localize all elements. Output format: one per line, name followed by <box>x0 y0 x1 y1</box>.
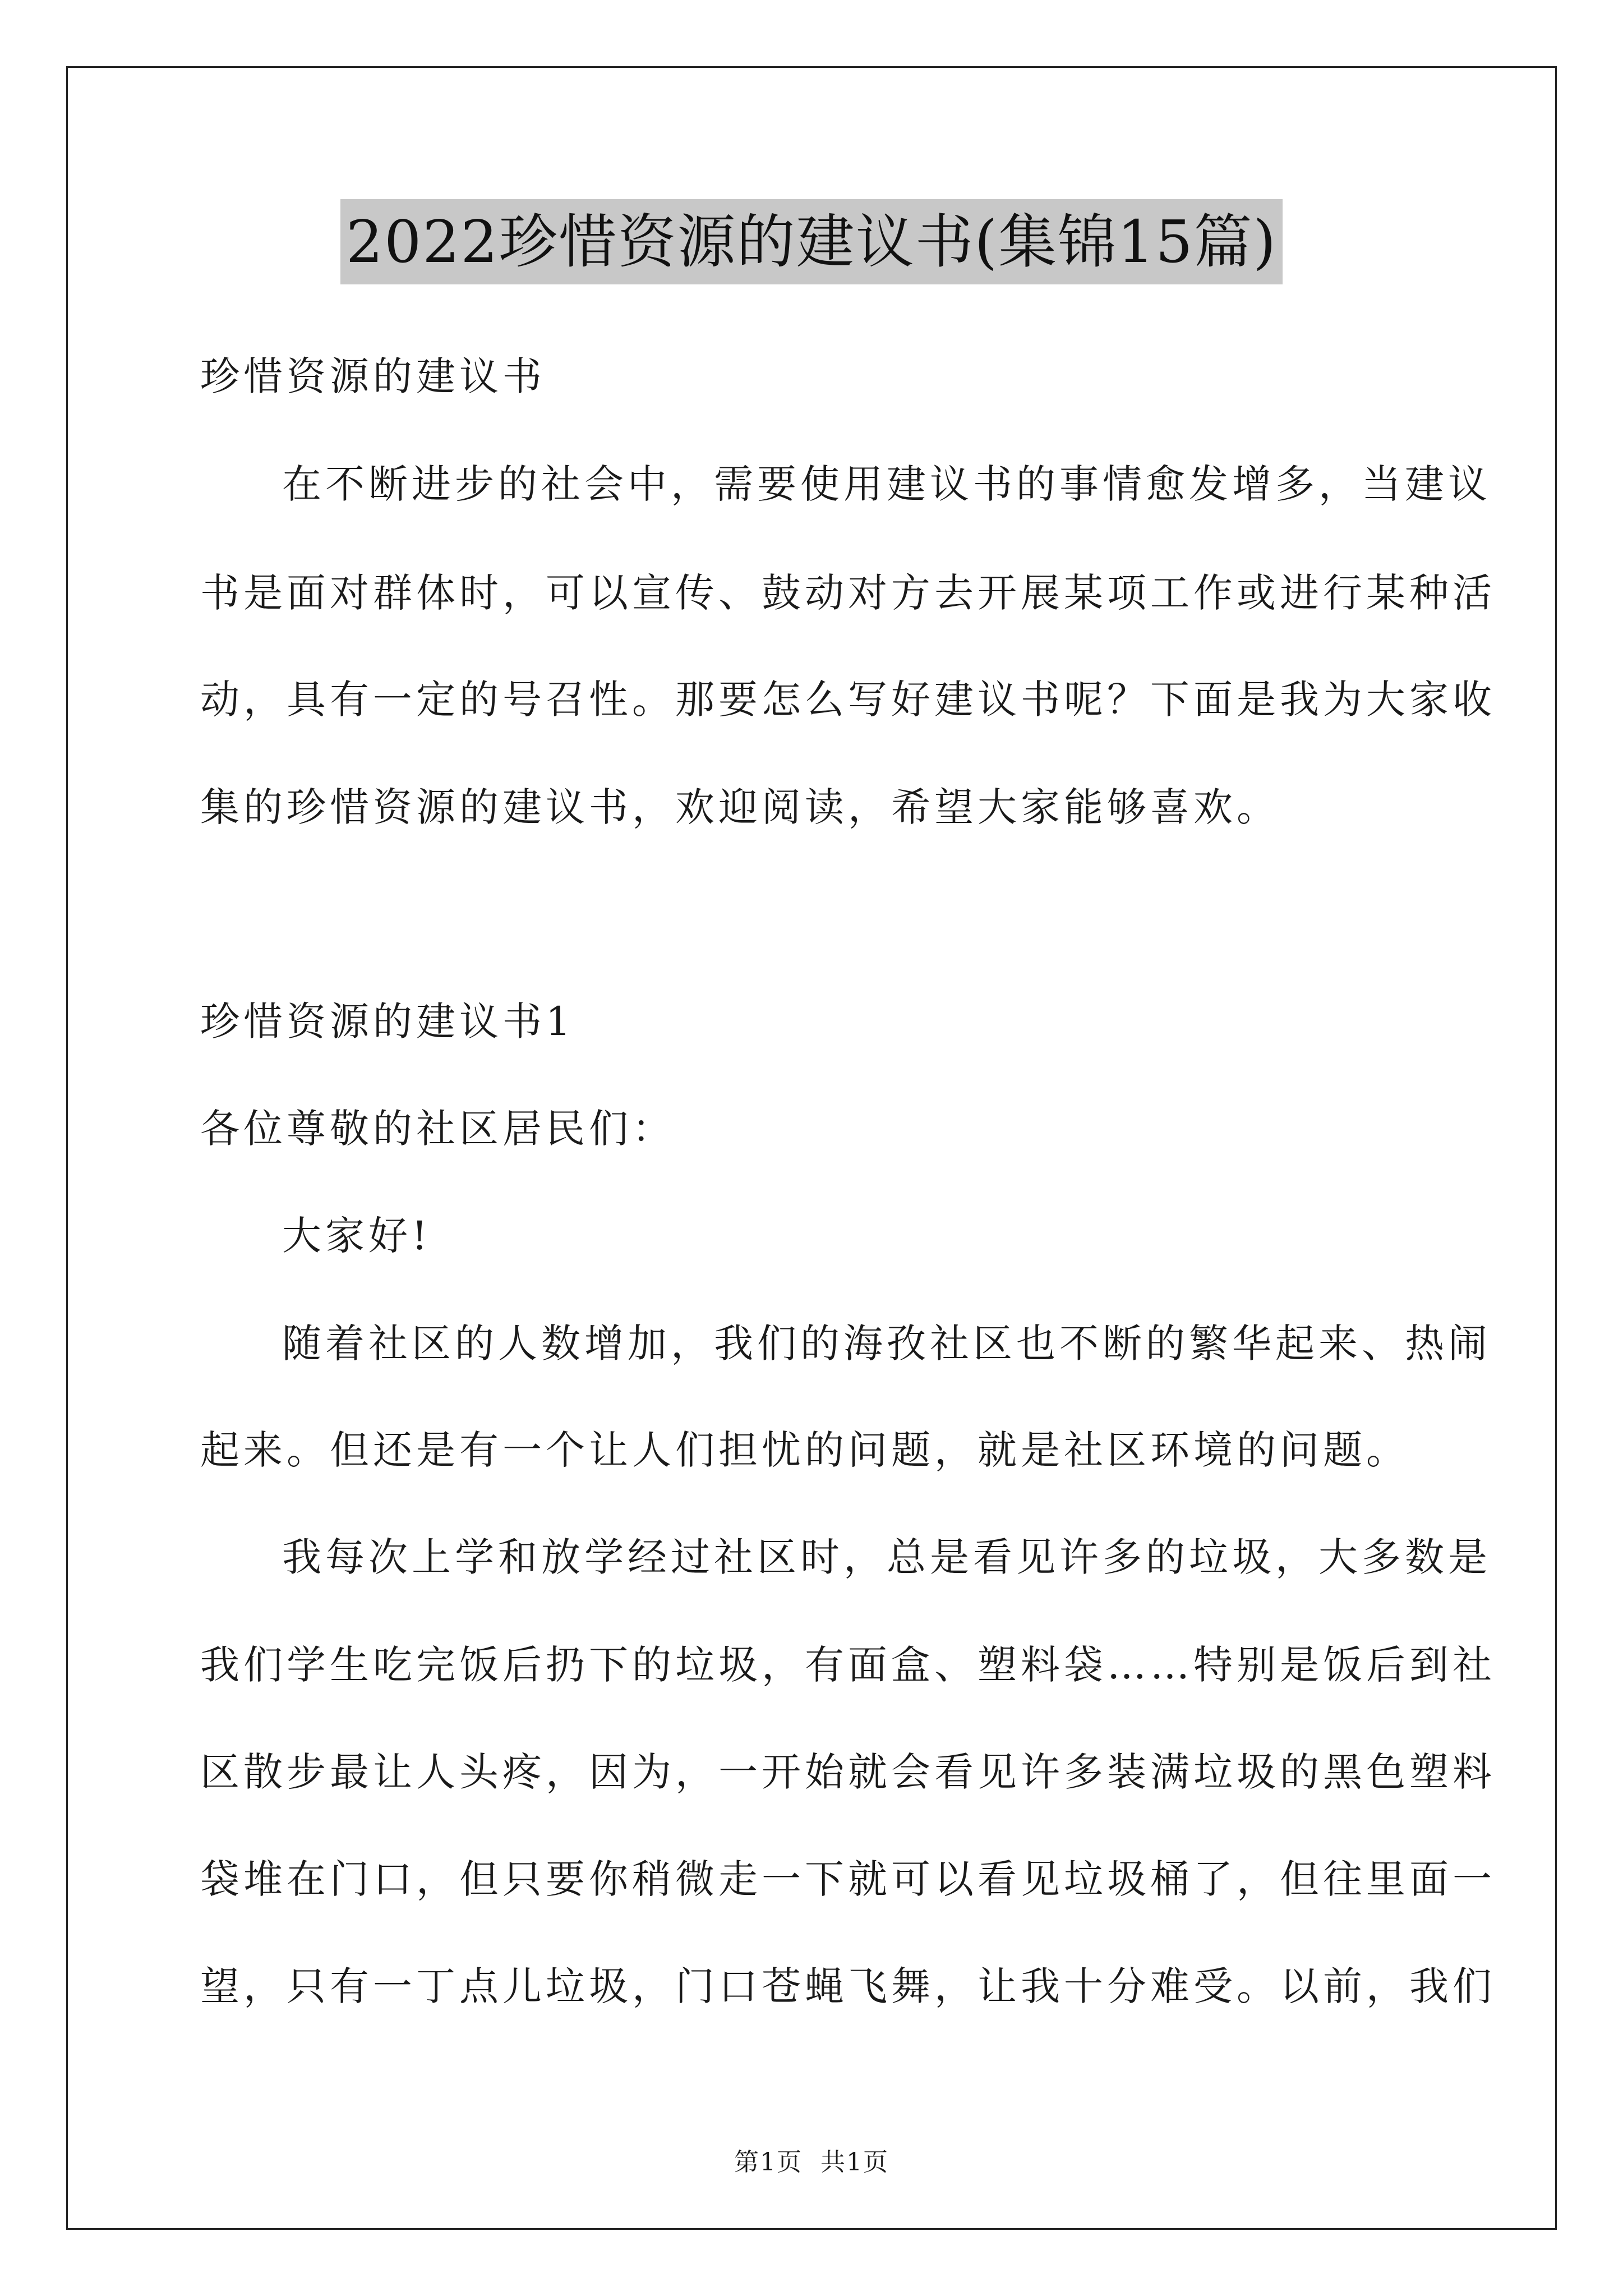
intro-line-1: 在不断进步的社会中，需要使用建议书的事情愈发增多，当建议 <box>282 461 1491 507</box>
para1-line-2: 起来。但还是有一个让人们担忧的问题，就是社区环境的问题。 <box>200 1427 1409 1473</box>
intro-line-4: 集的珍惜资源的建议书，欢迎阅读，希望大家能够喜欢。 <box>200 784 1280 830</box>
page-current: 第1页 <box>734 2148 803 2177</box>
para1-line-1: 随着社区的人数增加，我们的海孜社区也不断的繁华起来、热闹 <box>282 1320 1491 1366</box>
intro-line-2: 书是面对群体时，可以宣传、鼓动对方去开展某项工作或进行某种活 <box>200 570 1496 616</box>
subtitle: 珍惜资源的建议书 <box>200 353 546 399</box>
para2-line-5: 望，只有一丁点儿垃圾，门口苍蝇飞舞，让我十分难受。以前，我们 <box>200 1963 1496 2009</box>
para2-line-4: 袋堆在门口，但只要你稍微走一下就可以看见垃圾桶了，但往里面一 <box>200 1856 1496 1902</box>
greeting: 大家好! <box>282 1213 432 1259</box>
para2-line-1: 我每次上学和放学经过社区时，总是看见许多的垃圾，大多数是 <box>282 1534 1491 1580</box>
intro-line-3: 动，具有一定的号召性。那要怎么写好建议书呢？下面是我为大家收 <box>200 677 1496 723</box>
document-title: 2022珍惜资源的建议书(集锦15篇) <box>340 199 1283 284</box>
para2-line-2: 我们学生吃完饭后扔下的垃圾，有面盒、塑料袋……特别是饭后到社 <box>200 1642 1496 1688</box>
para2-line-3: 区散步最让人头疼，因为，一开始就会看见许多装满垃圾的黑色塑料 <box>200 1749 1496 1795</box>
page-footer <box>0 2142 1623 2178</box>
salutation: 各位尊敬的社区居民们： <box>200 1106 675 1152</box>
page-total: 共1页 <box>820 2148 889 2177</box>
section-heading: 珍惜资源的建议书1 <box>200 999 575 1045</box>
title-container <box>0 199 1623 284</box>
